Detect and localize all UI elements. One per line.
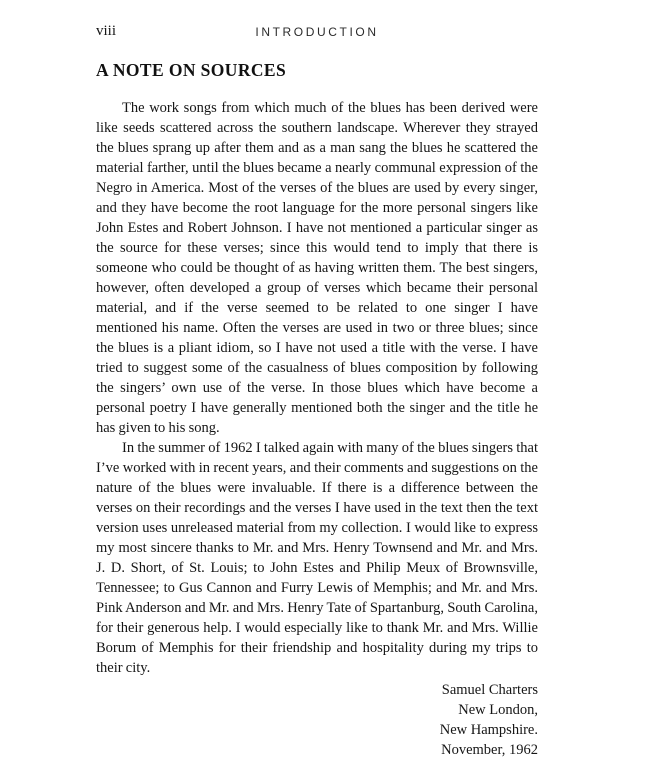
page-number: viii xyxy=(96,23,117,39)
signature-author: Samuel Charters xyxy=(441,682,538,698)
signature-place-line-2: New Hampshire. xyxy=(439,722,538,738)
signature-block xyxy=(96,680,538,760)
section-title: A NOTE ON SOURCES xyxy=(96,60,287,80)
paragraph-sources: The work songs from which much of the blues has been derived were like seeds scattered across the southern landscape. Wherever they strayed the blues sprang up after them and as a man sang the blues he scattered the material farther, until the blues became a nearly communal expression of the Negro in America. Most of the verses of the blues are used by every singer, and they have become the root language for the more personal singers like John Estes and Robert Johnson. I have not mentioned a particular singer as the source for these verses; since this would tend to imply that there is someone who could be thought of as having written them. The best singers, however, often developed a group of verses which became their personal material, and if the verse seemed to be related to one singer I have mentioned his name. Often the verses are used in two or three blues; since the blues is a pliant idiom, so I have not used a title with the verse. I have tried to suggest some of the casualness of blues composition by following the singers’ own use of the verse. In those blues which have become a personal poetry I have generally mentioned both the singer and the title he has given to his song. xyxy=(96,100,538,436)
page-content xyxy=(96,60,538,760)
signature-date: November, 1962 xyxy=(441,742,538,758)
body-text xyxy=(96,98,538,678)
signature-place-line-1: New London, xyxy=(458,702,538,718)
running-header: INTRODUCTION xyxy=(255,25,379,39)
page-header xyxy=(96,22,538,40)
paragraph-acknowledgements: In the summer of 1962 I talked again with many of the blues singers that I’ve worked with in recent years, and their comments and suggestions on the nature of the blues were invaluable. If there is a difference between the verses on their recordings and the verses I have used in the text then the text version uses unreleased material from my collection. I would like to express my most sincere thanks to Mr. and Mrs. Henry Townsend and Mr. and Mrs. J. D. Short, of St. Louis; to John Estes and Philip Meux of Brownsville, Tennessee; to Gus Cannon and Furry Lewis of Memphis; and Mr. and Mrs. Pink Anderson and Mr. and Mrs. Henry Tate of Spartanburg, South Carolina, for their generous help. I would especially like to thank Mr. and Mrs. Willie Borum of Memphis for their friendship and hospitality during my trips to their city. xyxy=(96,440,538,676)
